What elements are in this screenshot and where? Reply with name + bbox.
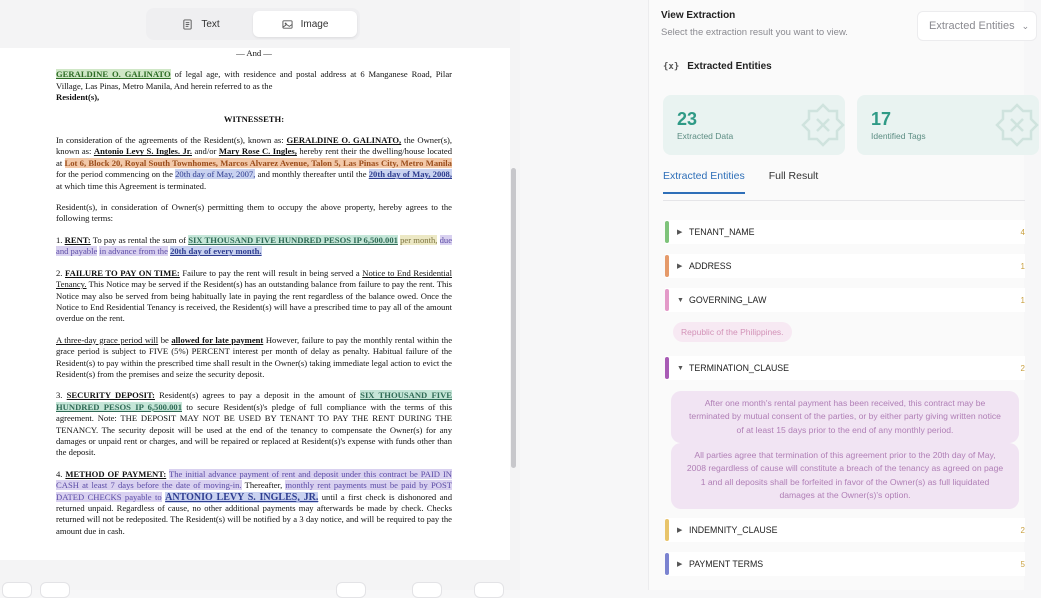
doc-text: In consideration of the agreements of the Resident(s), known as: [56,135,287,146]
entity-payment-terms[interactable]: The initial advance payment of rent and deposit under this contract be PAID IN CASH at least 7 days before the date of moving-in. [56,468,453,491]
doc-rent-title: RENT: [64,234,91,245]
entity-row-label: TENANT_NAME [689,227,755,237]
chevron-down-icon: ⌄ [1021,21,1030,31]
doc-text: of legal age, with residence and postal address at 6 Manganese Road, Pilar Village, Las Pinas, Metro Manila, And herein referred to as the [56,69,452,91]
entity-count: 2 [1020,525,1025,535]
entity-tenant-name[interactable]: GERALDINE O. GALINATO [56,69,171,80]
doc-owner-name: Antonio Levy S. Ingles. Jr. [93,146,192,157]
doc-notice: Notice to End Residential Tenancy. [56,267,452,290]
doc-grace: A three-day grace period will [56,334,159,345]
doc-tenant-name: GERALDINE O. GALINATO, [286,135,402,146]
doc-text: To pay as rental the sum of [90,234,189,245]
color-bar [665,221,669,243]
doc-text: and/or [191,146,219,157]
entity-row-label: ADDRESS [689,261,732,271]
stat-identified-tags-value: 17 [871,109,892,129]
doc-text: for the period commencing on the [56,169,176,180]
stat-extracted-data-value: 23 [677,109,698,129]
entity-row-label: INDEMNITY_CLAUSE [689,525,778,535]
doc-and: — And — [236,48,272,58]
extraction-select[interactable] [917,11,1037,41]
entity-row-payment-terms[interactable] [665,552,1025,576]
doc-text: 1. [56,234,65,245]
entity-count: 4 [1020,227,1025,237]
entity-row-indemnity-clause[interactable] [665,518,1025,542]
entity-owner-name[interactable]: ANTONIO LEVY S. INGLES, JR. [165,491,319,503]
entity-address[interactable]: Lot 6, Block 20, Royal South Townhomes, Marcos Alvarez Avenue, Talon 5, Las Pinas City, Metro Manila [64,157,452,168]
tab-extracted-entities[interactable]: Extracted Entities [663,170,745,194]
doc-late: allowed for late payment [171,334,264,345]
tab-full-result[interactable]: Full Result [768,170,819,182]
caret-down-icon: ▼ [677,364,684,372]
entity-payment-terms[interactable]: in advance from the [99,246,168,257]
document-viewer [0,0,520,590]
document-icon [182,19,193,30]
doc-text: However, failure to pay the monthly rental within the grace period is subject to FIVE (5%) PERCENT interest per month of delay as penalty. Habitual failure of the Resident(s) to pay within the prescribed time shall result in the Owner(s) taking immediate legal action to evict the Resident(s) from the premises and seize the security deposit. [56,334,453,379]
doc-text: Thereafter, [241,480,286,491]
doc-rent-para [56,235,452,258]
entity-row-termination-clause[interactable] [665,356,1025,380]
prev-page-button[interactable] [336,582,366,598]
doc-text: 2. [56,267,65,278]
entity-row-label: PAYMENT TERMS [689,559,764,569]
entity-row-tenant-name[interactable] [665,220,1025,244]
doc-terms-intro: Resident(s), in consideration of Owner(s) permitting them to occupy the above property, hereby agrees to the following terms: [56,202,452,224]
next-page-button[interactable] [412,582,442,598]
entity-value-chip[interactable]: Republic of the Philippines. [673,322,792,342]
doc-text: to secure Resident(s)'s pledge of full compliance with the terms of this agreement. Note: THE DEPOSIT MAY NOT BE USED BY TENANT TO PAY THE RENT DURING THE TENANCY. The security deposit will be used at the end of the tenancy to compensate the Owner(s) for any damages or unpaid rent or charges, and will be repaired or replaced at Resident(s)'s expense with funds other than the deposit. [56,401,452,458]
entity-rent-amount[interactable]: SIX THOUSAND FIVE HUNDRED PESOS IP 6,500.001 [188,234,398,245]
view-mode-tabs [146,8,360,40]
caret-down-icon: ▼ [677,296,684,304]
doc-consideration-para [56,135,452,192]
entities-header-label: Extracted Entities [687,61,772,72]
doc-text: Failure to pay the rent will result in being served a [179,267,363,278]
doc-witnesseth: WITNESSETH: [223,113,285,124]
doc-text: Resident(s), [56,92,100,103]
entity-value-paragraph[interactable]: All parties agree that termination of this agreement prior to the 20th day of May, 2008 regardless of cause will constitute a breach of the tenancy as agreed on page 1 and all deposits shall be forfeited in favor of the Owner(s) as full liquidated damages at the Owner(s)'s option. [671,443,1019,509]
stat-extracted-data [663,95,845,155]
tab-image[interactable] [253,11,357,37]
variable-icon: {x} [663,61,680,72]
entity-count: 1 [1020,295,1025,305]
badge-icon [799,101,847,149]
entity-deposit-amount[interactable]: SIX THOUSAND FIVE HUNDRED PESOS IP 6,500.001 [56,390,453,412]
extraction-select-value: Extracted Entities [929,20,1015,32]
color-bar [665,289,669,311]
caret-right-icon: ▶ [677,229,683,236]
tab-image-label: Image [300,18,329,30]
doc-text: 3. [56,390,67,401]
doc-text: hereby rent their the dwelling/house located at [56,146,452,168]
entity-row-label: TERMINATION_CLAUSE [689,363,790,373]
doc-grace-para [56,335,452,381]
entity-payment-terms[interactable]: monthly rent payments must be paid by POST DATED CHECKS payable to [56,480,452,502]
caret-right-icon: ▶ [677,263,683,270]
panel-title: View Extraction [661,10,736,21]
entity-count: 2 [1020,363,1025,373]
stat-identified-tags [857,95,1039,155]
entity-start-date[interactable]: 20th day of May, 2007, [175,169,256,180]
doc-text: be [158,334,172,345]
tab-text-label: Text [201,18,220,30]
entity-due-date[interactable]: 20th day of every month. [170,246,262,257]
doc-text: at which time this Agreement is terminated. [56,180,207,191]
doc-failure-title: FAILURE TO PAY ON TIME: [65,267,180,278]
document-scrollbar[interactable] [511,168,516,468]
color-bar [665,519,669,541]
color-bar [665,255,669,277]
doc-failure-para [56,268,452,325]
tab-text[interactable] [149,11,253,37]
extraction-panel [648,0,1030,590]
entity-payment-frequency[interactable]: per month, [400,234,438,245]
zoom-out-button[interactable] [2,582,32,598]
result-tabs [663,170,818,194]
doc-text: Resident(s) agrees to pay a deposit in the amount of [154,390,361,401]
doc-text: This Notice may be served if the Resident(s) has an outstanding balance from failure to pay the rent. This Notice may also be served from being habitually late in paying the rent regardless of the balance owed. Once the Notice to End Residential Tenancy is received, the Resident(s) will have a prescribed time to pay all of the amount overdue on the rent. [56,279,452,324]
entity-count: 1 [1020,261,1025,271]
caret-right-icon: ▶ [677,561,683,568]
entity-row-address[interactable] [665,254,1025,278]
doc-resident-para [56,69,452,103]
entity-count: 5 [1020,559,1025,569]
tabs-divider [663,200,1025,201]
color-bar [665,553,669,575]
caret-right-icon: ▶ [677,527,683,534]
doc-payment-title: METHOD OF PAYMENT: [65,468,167,479]
doc-text: 4. [56,468,66,479]
doc-owner-name: Mary Rose C. Ingles, [218,146,297,157]
image-icon [282,19,293,30]
entity-end-date[interactable]: 20th day of May, 2008, [368,169,452,180]
doc-text: the Owner(s), known as: [56,135,452,157]
badge-icon [993,101,1041,149]
entity-value-paragraph[interactable]: After one month's rental payment has been received, this contract may be terminated by mutual consent of the parties, or by either party giving written notice of at least 15 days prior to the end of any monthly period. [671,391,1019,443]
panel-subtitle: Select the extraction result you want to view. [661,27,848,38]
entity-row-governing-law[interactable] [665,288,1025,312]
entity-row-label: GOVERNING_LAW [689,295,767,305]
doc-deposit-para [56,390,452,458]
color-bar [665,357,669,379]
doc-payment-para [56,469,452,537]
stat-extracted-data-label: Extracted Data [677,131,734,141]
fit-page-button[interactable] [474,582,504,598]
entity-payment-terms[interactable]: due and payable [56,234,453,257]
entities-header [663,61,772,72]
zoom-in-button[interactable] [40,582,70,598]
doc-text: until a first check is dishonored and returned unpaid. Regardless of cause, no other additional payments may afterwards be made by check. Checks returned will not be redeposited. The Resident(s) will be notified by a 3 day notice, and will be required to pay the amount due in cash. [56,491,453,536]
doc-text: and monthly thereafter until the [255,169,369,180]
stat-identified-tags-label: Identified Tags [871,131,926,141]
document-page [0,48,510,560]
doc-deposit-title: SECURITY DEPOSIT: [66,390,155,401]
